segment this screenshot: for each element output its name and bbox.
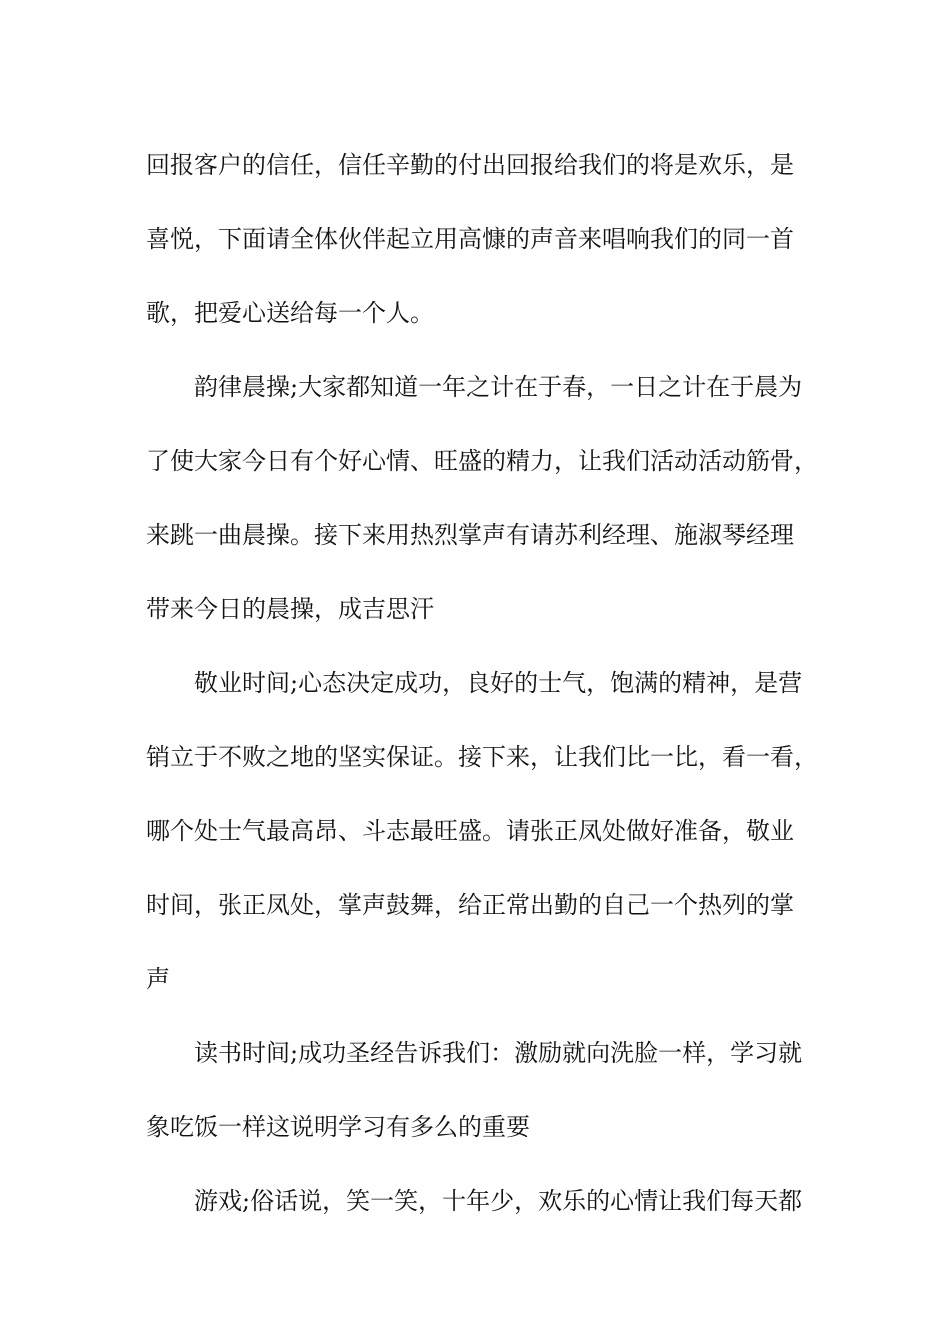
text-line-5: 了使大家今日有个好心情、旺盛的精力，让我们活动活动筋骨， [146, 447, 818, 475]
text-line-8: 敬业时间;心态决定成功，良好的士气，饱满的精神，是营 [194, 669, 803, 697]
text-line-12: 声 [146, 965, 170, 993]
document-body-text [146, 128, 836, 1238]
text-line-4: 韵律晨操;大家都知道一年之计在于春，一日之计在于晨为 [194, 373, 803, 401]
text-line-10: 哪个处士气最高昂、斗志最旺盛。请张正凤处做好准备，敬业 [146, 817, 794, 845]
text-line-3: 歌，把爱心送给每一个人。 [146, 299, 434, 327]
text-line-13: 读书时间;成功圣经告诉我们：激励就向洗脸一样，学习就 [194, 1039, 803, 1067]
text-line-14: 象吃饭一样这说明学习有多么的重要 [146, 1113, 530, 1141]
text-line-1: 回报客户的信任，信任辛勤的付出回报给我们的将是欢乐，是 [146, 151, 794, 179]
text-line-15: 游戏;俗话说，笑一笑，十年少，欢乐的心情让我们每天都 [194, 1187, 803, 1215]
text-line-7: 带来今日的晨操，成吉思汗 [146, 595, 434, 623]
text-line-9: 销立于不败之地的坚实保证。接下来，让我们比一比，看一看， [146, 743, 818, 771]
text-line-11: 时间，张正凤处，掌声鼓舞，给正常出勤的自己一个热列的掌 [146, 891, 794, 919]
text-line-6: 来跳一曲晨操。接下来用热烈掌声有请苏利经理、施淑琴经理 [146, 521, 794, 549]
text-line-2: 喜悦，下面请全体伙伴起立用高慷的声音来唱响我们的同一首 [146, 225, 794, 253]
